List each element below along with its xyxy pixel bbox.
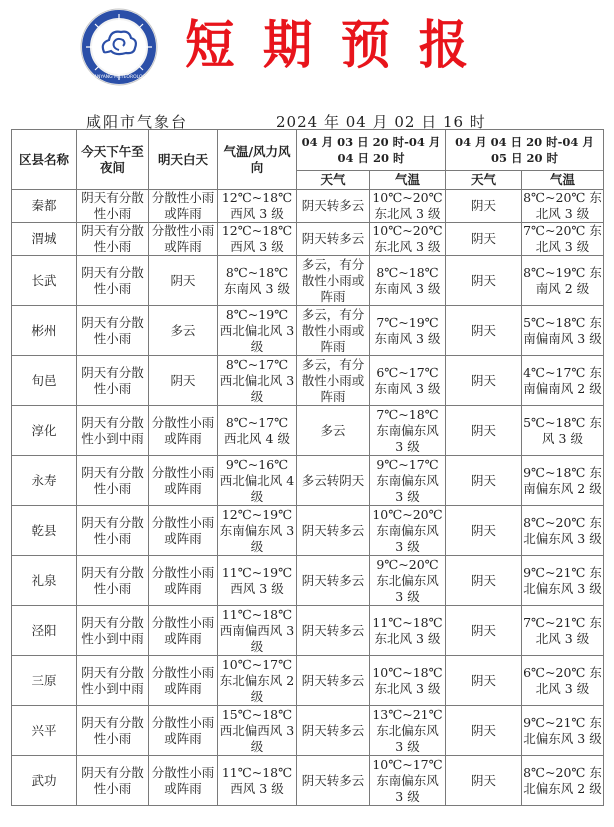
day2-weather: 多云，有分散性小雨或阵雨 xyxy=(297,256,370,306)
svg-text:XIANYANG METEOROLOGY: XIANYANG METEOROLOGY xyxy=(89,75,149,80)
today-weather: 阴天有分散性小雨 xyxy=(77,756,149,806)
temp-wind: 12℃~18℃ 西风 3 级 xyxy=(218,190,297,223)
today-weather: 阴天有分散性小雨 xyxy=(77,356,149,406)
header-tomorrow: 明天白天 xyxy=(149,130,218,190)
table-row xyxy=(12,190,604,223)
station-name: 咸阳市气象台 xyxy=(86,113,189,131)
table-row xyxy=(12,306,604,356)
day2-temp: 8℃~18℃ 东南风 3 级 xyxy=(370,256,446,306)
day2-temp: 10℃~20℃ 东北风 3 级 xyxy=(370,223,446,256)
day3-weather: 阴天 xyxy=(446,756,522,806)
day3-weather: 阴天 xyxy=(446,223,522,256)
table-row xyxy=(12,556,604,606)
temp-wind: 8℃~17℃ 西北偏北风 3 级 xyxy=(218,356,297,406)
table-row xyxy=(12,356,604,406)
today-weather: 阴天有分散性小雨 xyxy=(77,223,149,256)
day3-temp: 7℃~20℃ 东北风 3 级 xyxy=(523,223,602,254)
day3-temp: 8℃~19℃ 东南风 2 级 xyxy=(522,256,604,306)
day3-weather: 阴天 xyxy=(446,706,522,756)
day2-weather: 阴天转多云 xyxy=(297,223,370,256)
table-row xyxy=(12,406,604,456)
day2-weather: 多云 xyxy=(297,406,370,456)
day3-weather: 阴天 xyxy=(446,556,522,606)
county-name: 武功 xyxy=(12,756,77,806)
county-name: 礼泉 xyxy=(12,556,77,606)
table-row xyxy=(12,506,604,556)
today-weather: 阴天有分散性小到中雨 xyxy=(77,406,149,456)
header-day3-weather: 天气 xyxy=(446,171,522,190)
county-name: 彬州 xyxy=(12,306,77,356)
day2-temp: 11℃~18℃ 东北风 3 级 xyxy=(370,606,446,656)
header-day3-period: 04 月 04 日 20 时-04 月 05 日 20 时 xyxy=(446,130,604,171)
day3-temp: 9℃~21℃ 东北偏东风 3 级 xyxy=(522,556,604,606)
day2-temp: 13℃~21℃ 东北偏东风 3 级 xyxy=(370,706,446,756)
issue-time: 2024 年 04 月 02 日 16 时 xyxy=(276,113,486,131)
day3-temp: 4℃~17℃ 东南偏南风 2 级 xyxy=(522,356,604,406)
tomorrow-weather: 阴天 xyxy=(149,256,218,306)
header-today: 今天下午至夜间 xyxy=(77,130,149,190)
day3-weather: 阴天 xyxy=(446,606,522,656)
day3-weather: 阴天 xyxy=(446,656,522,706)
temp-wind: 8℃~19℃ 西北偏北风 3 级 xyxy=(218,306,297,356)
tomorrow-weather: 分散性小雨或阵雨 xyxy=(149,706,218,756)
day2-weather: 阴天转多云 xyxy=(297,706,370,756)
tomorrow-weather: 分散性小雨或阵雨 xyxy=(149,406,218,456)
day2-weather: 阴天转多云 xyxy=(297,606,370,656)
day3-weather: 阴天 xyxy=(446,356,522,406)
tomorrow-weather: 分散性小雨或阵雨 xyxy=(149,506,218,556)
day2-weather: 多云，有分散性小雨或阵雨 xyxy=(297,306,370,356)
day3-weather: 阴天 xyxy=(446,506,522,556)
day3-temp: 9℃~21℃ 东北偏东风 3 级 xyxy=(522,706,604,756)
tomorrow-weather: 分散性小雨或阵雨 xyxy=(149,556,218,606)
day2-weather: 阴天转多云 xyxy=(297,656,370,706)
day3-weather: 阴天 xyxy=(446,406,522,456)
header-county: 区县名称 xyxy=(12,130,77,190)
day3-temp: 7℃~21℃ 东北风 3 级 xyxy=(522,606,604,656)
forecast-table xyxy=(11,129,604,806)
county-name: 泾阳 xyxy=(12,606,77,656)
temp-wind: 15℃~18℃ 西北偏西风 3 级 xyxy=(218,706,297,756)
day2-weather: 阴天转多云 xyxy=(297,190,370,223)
tomorrow-weather: 分散性小雨或阵雨 xyxy=(149,456,218,506)
tomorrow-weather: 分散性小雨或阵雨 xyxy=(149,756,218,806)
header-day2-temp: 气温 xyxy=(370,171,446,190)
day3-temp: 8℃~20℃ 东北偏东风 3 级 xyxy=(522,506,604,556)
header-day3-temp: 气温 xyxy=(522,171,604,190)
day2-temp: 7℃~18℃ 东南偏东风 3 级 xyxy=(370,406,446,456)
county-name: 秦都 xyxy=(12,190,77,223)
temp-wind: 9℃~16℃ 西北偏北风 4 级 xyxy=(218,456,297,506)
day2-temp: 7℃~19℃ 东南风 3 级 xyxy=(370,306,446,356)
temp-wind: 12℃~19℃ 东南偏东风 3 级 xyxy=(218,506,297,556)
temp-wind: 11℃~18℃ 西风 3 级 xyxy=(218,756,297,806)
day3-temp: 8℃~20℃ 东北风 3 级 xyxy=(523,190,602,221)
day3-temp: 9℃~18℃ 东南偏东风 2 级 xyxy=(522,456,604,506)
county-name: 淳化 xyxy=(12,406,77,456)
day2-temp: 9℃~20℃ 东北偏东风 3 级 xyxy=(370,556,446,606)
county-name: 乾县 xyxy=(12,506,77,556)
table-row xyxy=(12,706,604,756)
county-name: 渭城 xyxy=(12,223,77,256)
day2-temp: 10℃~17℃ 东南偏东风 3 级 xyxy=(370,756,446,806)
day2-temp: 10℃~20℃ 东北风 3 级 xyxy=(370,190,446,223)
tomorrow-weather: 分散性小雨或阵雨 xyxy=(149,223,218,256)
county-name: 三原 xyxy=(12,656,77,706)
day3-temp: 8℃~20℃ 东北偏东风 2 级 xyxy=(522,756,604,806)
table-row xyxy=(12,756,604,806)
today-weather: 阴天有分散性小雨 xyxy=(77,456,149,506)
xianyang-meteorology-logo-icon xyxy=(80,8,158,86)
header-day2-weather: 天气 xyxy=(297,171,370,190)
today-weather: 阴天有分散性小雨 xyxy=(77,556,149,606)
temp-wind: 11℃~18℃ 西南偏西风 3 级 xyxy=(218,606,297,656)
temp-wind: 8℃~18℃ 东南风 3 级 xyxy=(218,256,297,306)
day3-temp: 5℃~18℃ 东南偏南风 3 级 xyxy=(522,306,604,356)
day3-temp: 6℃~20℃ 东北风 3 级 xyxy=(522,656,604,706)
day2-weather: 多云转阴天 xyxy=(297,456,370,506)
table-row xyxy=(12,456,604,506)
today-weather: 阴天有分散性小雨 xyxy=(77,306,149,356)
tomorrow-weather: 多云 xyxy=(149,306,218,356)
county-name: 兴平 xyxy=(12,706,77,756)
today-weather: 阴天有分散性小到中雨 xyxy=(77,656,149,706)
day2-weather: 阴天转多云 xyxy=(297,756,370,806)
today-weather: 阴天有分散性小雨 xyxy=(77,706,149,756)
today-weather: 阴天有分散性小雨 xyxy=(77,256,149,306)
header-temp-wind: 气温/风力风向 xyxy=(218,130,297,190)
day3-temp: 5℃~18℃ 东风 3 级 xyxy=(522,406,604,456)
day3-weather: 阴天 xyxy=(446,306,522,356)
day2-temp: 9℃~17℃ 东南偏东风 3 级 xyxy=(370,456,446,506)
day3-weather: 阴天 xyxy=(446,256,522,306)
page-title: 短期预报 xyxy=(185,16,497,76)
table-row xyxy=(12,223,604,256)
today-weather: 阴天有分散性小雨 xyxy=(77,506,149,556)
day2-weather: 阴天转多云 xyxy=(297,506,370,556)
day3-weather: 阴天 xyxy=(446,190,522,223)
day2-weather: 多云，有分散性小雨或阵雨 xyxy=(297,356,370,406)
county-name: 长武 xyxy=(12,256,77,306)
table-row xyxy=(12,606,604,656)
day3-weather: 阴天 xyxy=(446,456,522,506)
temp-wind: 11℃~19℃ 西风 3 级 xyxy=(218,556,297,606)
temp-wind: 8℃~17℃ 西北风 4 级 xyxy=(218,406,297,456)
table-row xyxy=(12,256,604,306)
day2-temp: 10℃~18℃ 东北风 3 级 xyxy=(370,656,446,706)
today-weather: 阴天有分散性小雨 xyxy=(77,190,149,223)
table-row xyxy=(12,656,604,706)
county-name: 永寿 xyxy=(12,456,77,506)
county-name: 旬邑 xyxy=(12,356,77,406)
header-day2-period: 04 月 03 日 20 时-04 月 04 日 20 时 xyxy=(297,130,446,171)
tomorrow-weather: 阴天 xyxy=(149,356,218,406)
tomorrow-weather: 分散性小雨或阵雨 xyxy=(149,606,218,656)
temp-wind: 12℃~18℃ 西风 3 级 xyxy=(218,223,297,256)
tomorrow-weather: 分散性小雨或阵雨 xyxy=(149,190,218,223)
day2-temp: 6℃~17℃ 东南风 3 级 xyxy=(370,356,446,406)
tomorrow-weather: 分散性小雨或阵雨 xyxy=(149,656,218,706)
day2-weather: 阴天转多云 xyxy=(297,556,370,606)
today-weather: 阴天有分散性小到中雨 xyxy=(77,606,149,656)
day2-temp: 10℃~20℃ 东南偏东风 3 级 xyxy=(370,506,446,556)
temp-wind: 10℃~17℃ 东北偏东风 2 级 xyxy=(218,656,297,706)
